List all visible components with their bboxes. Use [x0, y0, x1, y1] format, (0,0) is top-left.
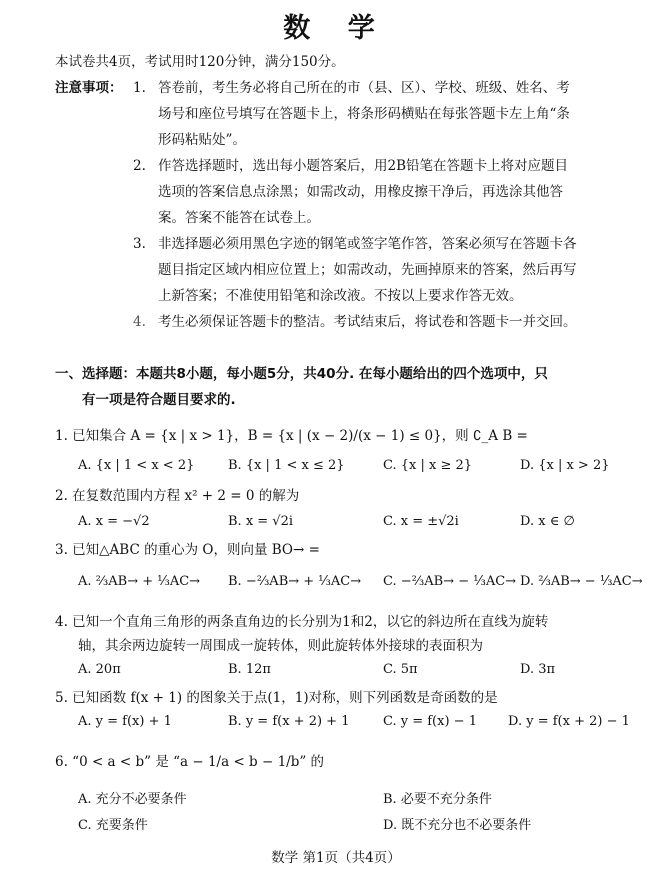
note-line: 作答选择题时，选出每小题答案后，用2B铅笔在答题卡上将对应题目	[158, 158, 569, 174]
option-c: C. {x | x ≥ 2}	[383, 458, 473, 473]
option-c: C. x = ±√2i	[383, 514, 459, 529]
note-line: 场号和座位号填写在答题卡上，将条形码横贴在每张答题卡左上角“条	[158, 106, 570, 122]
option-b: B. 必要不充分条件	[383, 792, 492, 807]
option-a: A. ⅔AB→ + ⅓AC→	[78, 574, 201, 589]
option-d: D. 既不充分也不必要条件	[383, 818, 532, 833]
option-d: D. {x | x > 2}	[520, 458, 610, 473]
option-b: B. {x | 1 < x ≤ 2}	[228, 458, 345, 473]
question-stem: 5. 已知函数 f(x + 1) 的图象关于点(1，1)对称，则下列函数是奇函数的是	[55, 690, 498, 706]
question-stem-cont: 轴，其余两边旋转一周围成一旋转体，则此旋转体外接球的表面积为	[78, 638, 483, 654]
page-footer: 数学 第1页（共4页）	[271, 850, 401, 866]
question-stem: 4. 已知一个直角三角形的两条直角边的长分别为1和2，以它的斜边所在直线为旋转	[55, 614, 549, 630]
note-line: 考生必须保证答题卡的整洁。考试结束后，将试卷和答题卡一并交回。	[158, 314, 577, 330]
note-line: 案。答案不能答在试卷上。	[158, 210, 320, 226]
option-a: A. 充分不必要条件	[78, 792, 187, 807]
section-heading: 一、选择题：本题共8小题，每小题5分，共40分. 在每小题给出的四个选项中，只	[55, 366, 548, 382]
option-d: D. ⅔AB→ − ⅓AC→	[520, 574, 643, 589]
note-line: 选项的答案信息点涂黑；如需改动，用橡皮擦干净后，再选涂其他答	[158, 184, 563, 200]
option-b: B. y = f(x + 2) + 1	[228, 714, 350, 729]
note-num: 4.	[133, 314, 146, 330]
option-a: A. x = −√2	[78, 514, 150, 529]
option-b: B. 12π	[228, 662, 271, 677]
question-stem: 6. “0 < a < b” 是 “a − 1/a < b − 1/b” 的	[55, 754, 325, 770]
option-a: A. y = f(x) + 1	[78, 714, 172, 729]
note-num: 3.	[133, 236, 146, 252]
option-b: B. −⅔AB→ + ⅓AC→	[228, 574, 362, 589]
section-heading-cont: 有一项是符合题目要求的.	[82, 392, 236, 408]
question-stem: 2. 在复数范围内方程 x² + 2 = 0 的解为	[55, 488, 300, 504]
note-num: 2.	[133, 158, 146, 174]
option-d: D. y = f(x + 2) − 1	[508, 714, 630, 729]
option-c: C. −⅔AB→ − ⅓AC→	[383, 574, 517, 589]
question-stem: 3. 已知△ABC 的重心为 O，则向量 BO→ =	[55, 542, 320, 558]
note-num: 1.	[133, 80, 146, 96]
notes-heading: 注意事项：	[55, 80, 123, 96]
note-line: 题目指定区域内相应位置上；如需改动，先画掉原来的答案，然后再写	[158, 262, 577, 278]
note-line: 上新答案；不准使用铅笔和涂改液。不按以上要求作答无效。	[158, 288, 523, 304]
page-title: 数 学	[283, 13, 389, 44]
note-line: 非选择题必须用黑色字迹的钢笔或签字笔作答，答案必须写在答题卡各	[158, 236, 577, 252]
question-stem: 1. 已知集合 A = {x | x > 1}，B = {x | (x − 2)/(x − 1) ≤ 0}，则 ∁_A B =	[55, 428, 528, 444]
option-b: B. x = √2i	[228, 514, 294, 529]
option-d: D. x ∈ ∅	[520, 514, 575, 529]
option-c: C. 5π	[383, 662, 418, 677]
exam-info: 本试卷共4页，考试用时120分钟，满分150分。	[55, 54, 345, 70]
option-a: A. {x | 1 < x < 2}	[78, 458, 195, 473]
note-line: 答卷前，考生务必将自己所在的市（县、区）、学校、班级、姓名、考	[158, 80, 570, 96]
option-a: A. 20π	[78, 662, 121, 677]
option-c: C. 充要条件	[78, 818, 148, 833]
option-c: C. y = f(x) − 1	[383, 714, 477, 729]
note-line: 形码粘贴处”。	[158, 132, 246, 148]
option-d: D. 3π	[520, 662, 556, 677]
